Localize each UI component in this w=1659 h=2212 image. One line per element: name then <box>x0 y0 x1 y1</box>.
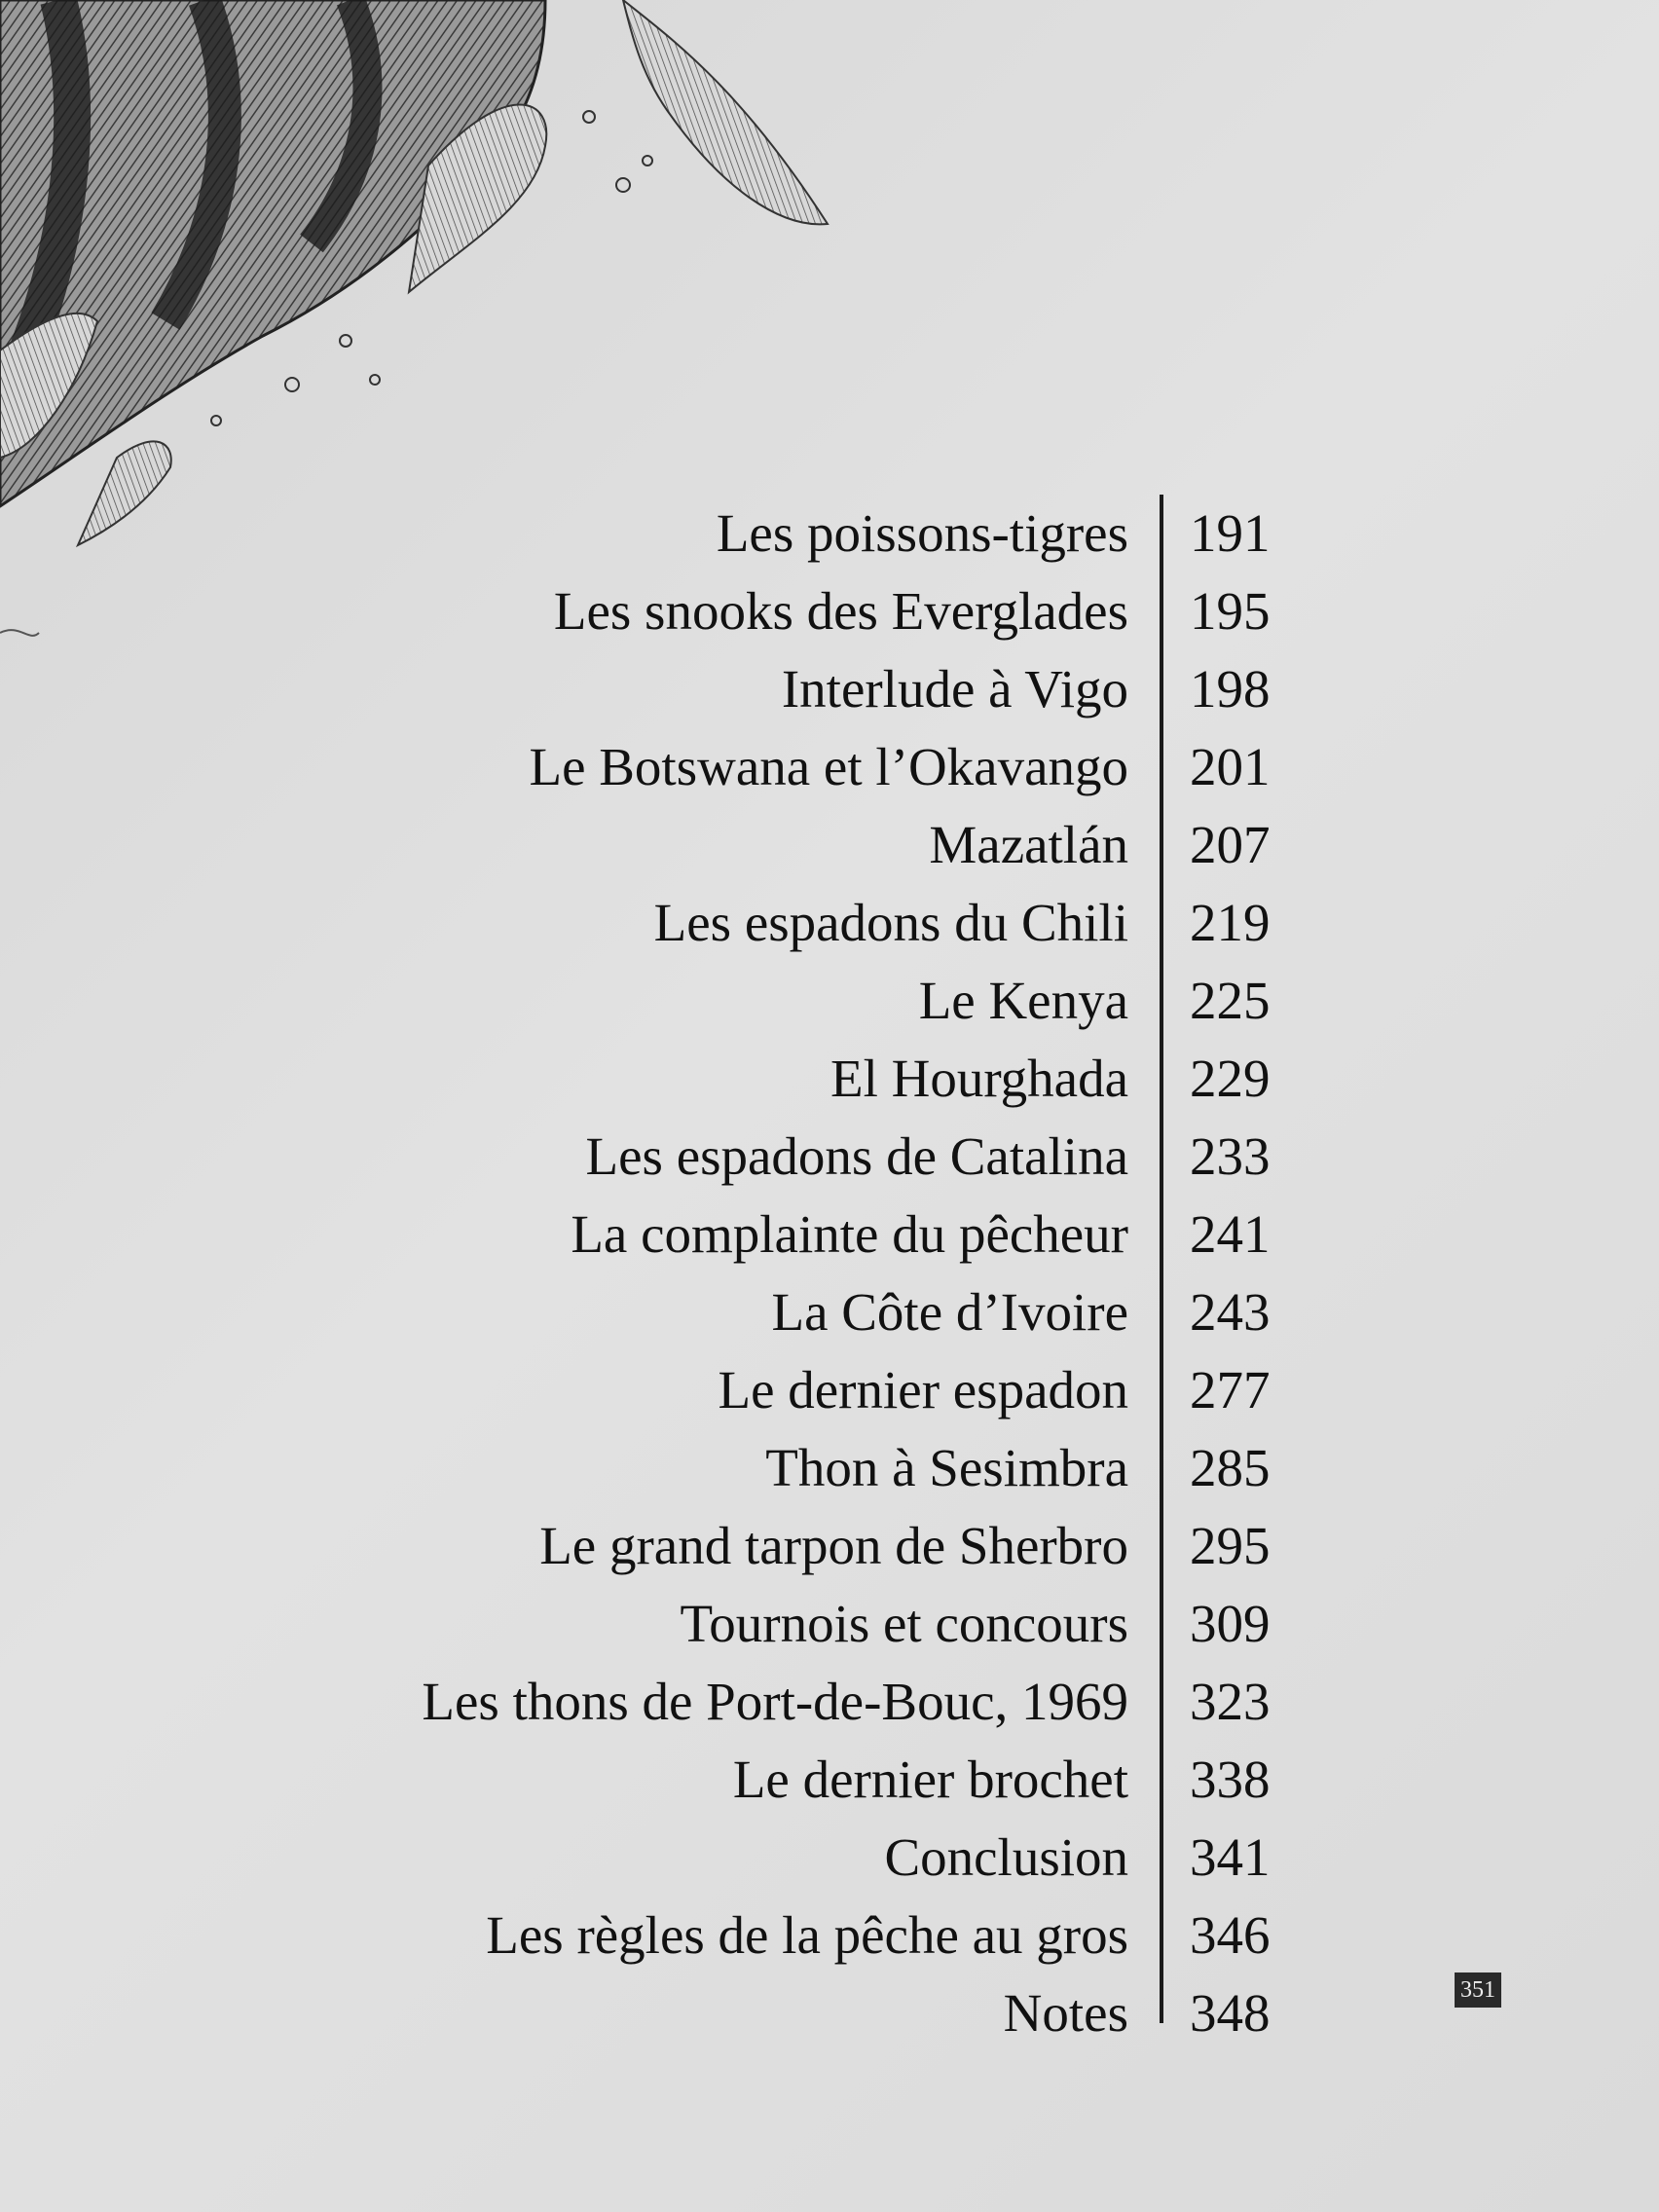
toc-entry-title: Le Botswana et l’Okavango <box>529 737 1128 796</box>
toc-entry <box>0 650 1659 728</box>
toc-entry-title: La complainte du pêcheur <box>571 1204 1128 1264</box>
toc-entry <box>0 1273 1659 1351</box>
toc-entry-title: Les espadons de Catalina <box>585 1126 1128 1186</box>
toc-entry-title: Le Kenya <box>918 971 1128 1030</box>
toc-entry <box>0 1819 1659 1897</box>
toc-divider-rule <box>1160 495 1163 2023</box>
toc-entry <box>0 806 1659 884</box>
toc-entry-page: 338 <box>1190 1750 1271 1809</box>
toc-entry-title: Les thons de Port-de-Bouc, 1969 <box>422 1672 1128 1731</box>
toc-entry-title: Mazatlán <box>929 815 1128 874</box>
toc-entry <box>0 1974 1659 2052</box>
toc-entry-title: Le dernier brochet <box>732 1750 1128 1809</box>
toc-entry-page: 233 <box>1190 1126 1271 1186</box>
toc-entry-page: 346 <box>1190 1905 1271 1965</box>
toc-entry-page: 191 <box>1190 503 1271 563</box>
toc-entry-title: El Hourghada <box>830 1049 1128 1108</box>
toc-entry <box>0 1118 1659 1196</box>
toc-entry-page: 198 <box>1190 659 1271 719</box>
toc-entry <box>0 1351 1659 1429</box>
toc-entry-title: Notes <box>1003 1983 1128 2043</box>
toc-entry-page: 219 <box>1190 893 1271 952</box>
toc-entry-title: Le dernier espadon <box>718 1360 1128 1419</box>
toc-entry <box>0 962 1659 1040</box>
table-of-contents <box>0 487 1659 2045</box>
toc-entry-page: 229 <box>1190 1049 1271 1108</box>
toc-entry <box>0 884 1659 962</box>
toc-entry-page: 323 <box>1190 1672 1271 1731</box>
toc-entry-page: 277 <box>1190 1360 1271 1419</box>
toc-entry <box>0 495 1659 572</box>
toc-entry-title: Les règles de la pêche au gros <box>486 1905 1128 1965</box>
toc-entry-title: Tournois et concours <box>680 1594 1128 1653</box>
toc-entry-title: Interlude à Vigo <box>781 659 1128 719</box>
toc-entry-title: Thon à Sesimbra <box>765 1438 1128 1497</box>
toc-entry-page: 285 <box>1190 1438 1271 1497</box>
toc-entry-title: Les snooks des Everglades <box>553 581 1128 641</box>
toc-entry <box>0 572 1659 650</box>
toc-entry-page: 207 <box>1190 815 1271 874</box>
toc-entry-title: Le grand tarpon de Sherbro <box>539 1516 1128 1575</box>
toc-entry-page: 225 <box>1190 971 1271 1030</box>
toc-entry-title: La Côte d’Ivoire <box>771 1282 1128 1342</box>
toc-entry-page: 243 <box>1190 1282 1271 1342</box>
toc-entry <box>0 728 1659 806</box>
page-number: 351 <box>1455 1972 1501 2008</box>
toc-entry-page: 348 <box>1190 1983 1271 2043</box>
toc-entry-title: Les poissons-tigres <box>716 503 1128 563</box>
toc-entry-page: 241 <box>1190 1204 1271 1264</box>
toc-entry-page: 309 <box>1190 1594 1271 1653</box>
toc-entry <box>0 1897 1659 1974</box>
toc-entry <box>0 1663 1659 1741</box>
toc-entry-page: 195 <box>1190 581 1271 641</box>
toc-entry-page: 201 <box>1190 737 1271 796</box>
toc-entry-page: 341 <box>1190 1827 1271 1887</box>
toc-entry <box>0 1040 1659 1118</box>
toc-entry-title: Les espadons du Chili <box>653 893 1128 952</box>
toc-entry <box>0 1196 1659 1273</box>
toc-entry-title: Conclusion <box>884 1827 1128 1887</box>
toc-entry-page: 295 <box>1190 1516 1271 1575</box>
toc-entry <box>0 1429 1659 1507</box>
toc-entry <box>0 1585 1659 1663</box>
toc-entry <box>0 1507 1659 1585</box>
toc-entry <box>0 1741 1659 1819</box>
